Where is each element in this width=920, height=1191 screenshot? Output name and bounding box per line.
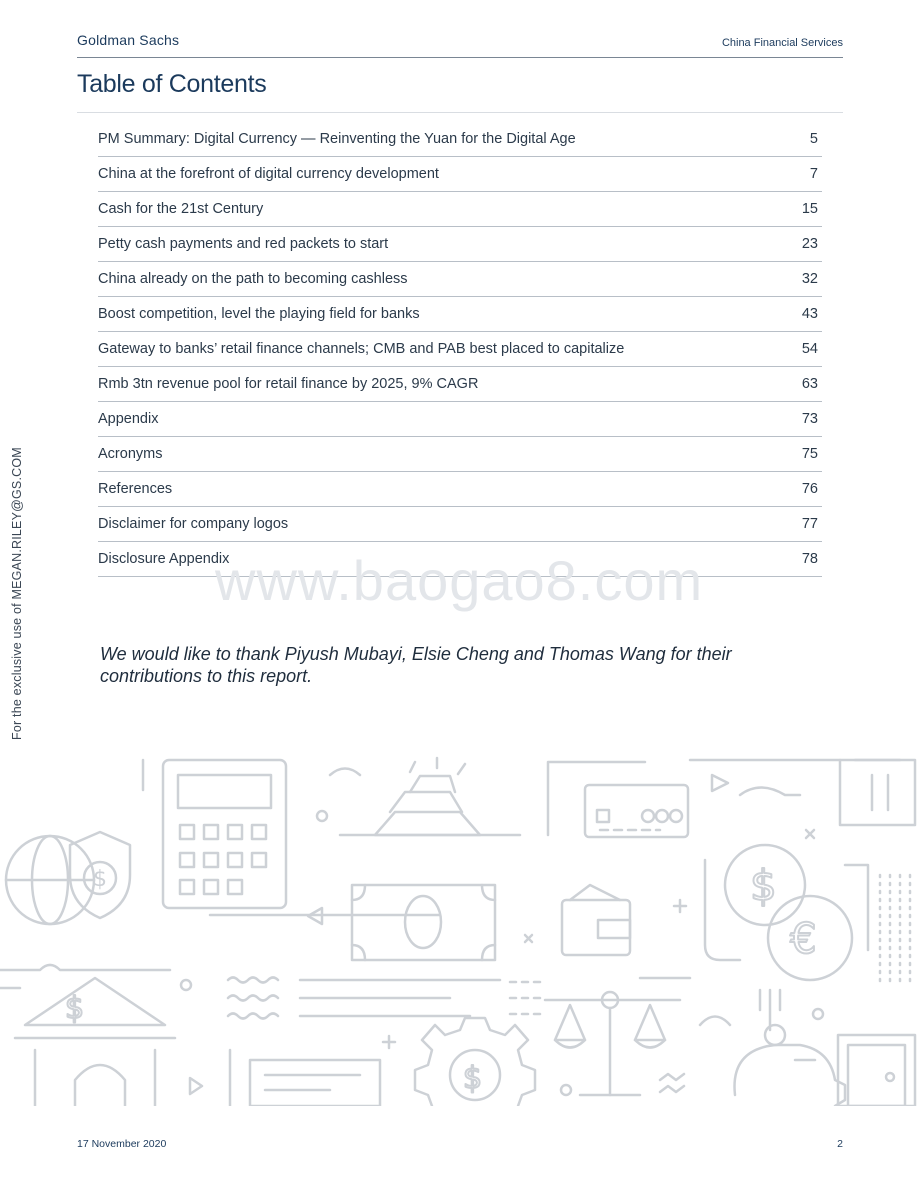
page-title: Table of Contents [77,70,267,98]
document-icon [230,1050,380,1106]
section-name: China Financial Services [721,37,843,49]
finance-icons-illustration [0,750,920,1106]
toc-entry-label: Petty cash payments and red packets to start [98,236,389,252]
exclusive-use-note: For the exclusive use of MEGAN.RILEY@GS.COM [10,447,24,740]
toc-entry-page: 77 [801,516,818,532]
toc-entry-label: Disclaimer for company logos [98,516,289,532]
toc-entry[interactable] [98,122,822,157]
credit-card-icon [548,762,688,837]
acknowledgement: We would like to thank Piyush Mubayi, Elsie Cheng and Thomas Wang for their contributions to this report. [100,644,732,686]
toc-entry-label: Rmb 3tn revenue pool for retail finance by 2025, 9% CAGR [98,376,479,392]
wavy-lines-decoration [228,978,500,1019]
wallet-card-icon [840,760,915,825]
toc-entry-page: 5 [809,131,818,147]
toc-entry-page: 63 [801,376,818,392]
gear-dollar-symbol: $ [463,1061,483,1096]
toc-entry-page: 7 [809,166,818,182]
safe-icon [838,1035,915,1106]
banknote-icon [352,885,495,960]
toc-entry-label: Gateway to banks’ retail finance channels; CMB and PAB best placed to capitalize [98,341,625,357]
toc-entry[interactable] [98,507,822,542]
toc-entry[interactable] [98,297,822,332]
watermark: www.baogao8.com [215,549,704,612]
title-divider [77,112,843,113]
toc-entry[interactable] [98,472,822,507]
dot-grid-decoration [880,875,910,985]
toc-entry-label: Cash for the 21st Century [98,201,264,217]
toc-entry[interactable] [98,367,822,402]
header-divider [77,57,843,58]
toc-entry-label: China at the forefront of digital currency development [98,166,439,182]
euro-coin-symbol: € [790,914,817,963]
toc-entry-label: Acronyms [98,446,163,462]
gold-bars-icon [330,758,520,835]
toc-entry-label: Disclosure Appendix [98,551,230,567]
bank-dollar-symbol: $ [65,991,85,1026]
toc-entry-page: 15 [801,201,818,217]
toc-entry-page: 43 [801,306,818,322]
report-date: 17 November 2020 [77,1138,167,1150]
toc-entry-label: Boost competition, level the playing field for banks [98,306,420,322]
brand-name: Goldman Sachs [77,32,180,48]
toc-entry-page: 76 [801,481,818,497]
toc-entry-page: 32 [801,271,818,287]
toc-entry-page: 75 [801,446,818,462]
toc-entry[interactable] [98,332,822,367]
toc-entry-label: China already on the path to becoming cashless [98,271,408,287]
dollar-symbol: $ [93,867,107,892]
wallet-icon [562,885,630,955]
page-number: 2 [837,1138,843,1150]
dollar-coin-symbol: $ [750,861,777,910]
toc-entry[interactable] [98,437,822,472]
toc-entry[interactable] [98,192,822,227]
gear-dollar-icon [415,1018,535,1106]
globe-shield-icon [6,832,130,924]
table-of-contents [98,122,822,577]
toc-entry[interactable] [98,402,822,437]
toc-entry-page: 23 [801,236,818,252]
bank-building-icon [15,978,175,1106]
toc-entry-page: 73 [801,411,818,427]
toc-entry-page: 54 [801,341,818,357]
toc-entry[interactable] [98,157,822,192]
toc-entry[interactable] [98,227,822,262]
piggy-bank-icon [735,1025,846,1106]
toc-entry[interactable] [98,262,822,297]
toc-entry[interactable] [98,542,822,577]
toc-entry-label: References [98,481,173,497]
toc-entry-page: 78 [801,551,818,567]
calculator-icon [163,760,286,908]
toc-entry-label: Appendix [98,411,159,427]
coins-icon [705,845,868,980]
toc-entry-label: PM Summary: Digital Currency — Reinventing the Yuan for the Digital Age [98,131,576,147]
